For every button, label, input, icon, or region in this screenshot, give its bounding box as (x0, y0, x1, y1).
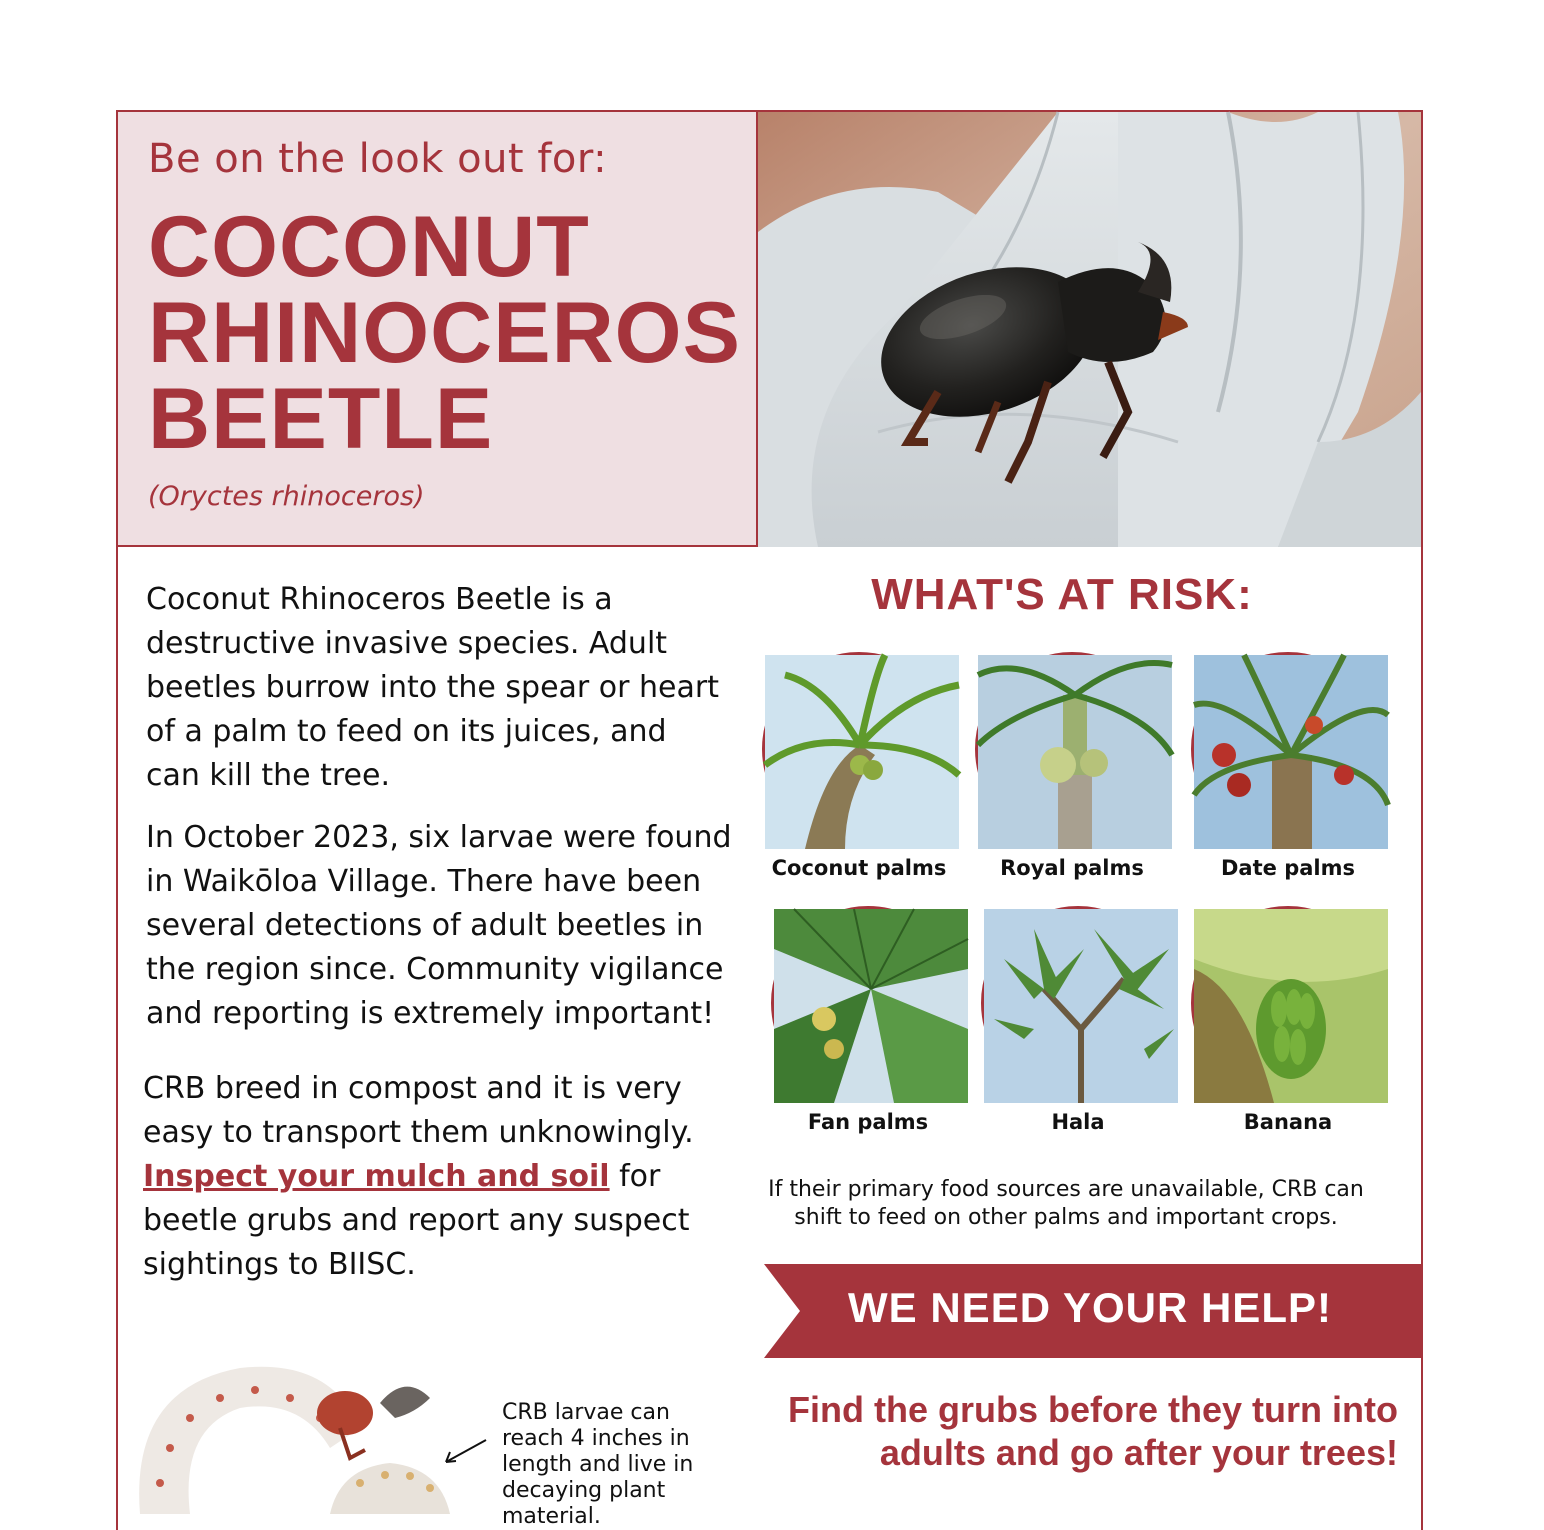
larvae-note: CRB larvae can reach 4 inches in length and live in decaying plant material. (502, 1400, 694, 1529)
fan-palm-photo (771, 906, 965, 1100)
intro-paragraph-2: In October 2023, six larvae were found in Waikōloa Village. There have been several detections of adult beetles in the region since. Community vigilance and reporting is extremely important! (146, 820, 732, 1031)
paragraph-3-end: for beetle grubs and report any suspect sightings to BIISC. (143, 1159, 690, 1282)
help-banner-text: WE NEED YOUR HELP! (848, 1284, 1332, 1331)
title-line-2: RHINOCEROS (148, 285, 741, 381)
plant-label: Hala (1051, 1110, 1105, 1134)
find-grubs-text: Find the grubs before they turn into adults and go after your trees! (788, 1389, 1398, 1473)
royal-palm-photo (975, 652, 1169, 846)
coconut-palm-photo (762, 652, 956, 846)
title-line-1: COCONUT (148, 199, 590, 295)
risk-title: WHAT'S AT RISK: (871, 570, 1253, 619)
plant-label: Fan palms (807, 1110, 929, 1134)
date-palm-photo (1191, 652, 1385, 846)
paragraph-3-start: CRB breed in compost and it is very easy to transport them unknowingly. (143, 1071, 694, 1150)
intro-paragraph-3 (143, 1067, 723, 1287)
header-title (148, 199, 741, 467)
plant-label: Coconut palms (771, 856, 947, 880)
plant-label: Banana (1243, 1110, 1333, 1134)
risk-note: If their primary food sources are unavailable, CRB can shift to feed on other palms and important crops. (768, 1177, 1364, 1230)
plant-fan-palms (768, 906, 968, 1134)
plant-coconut-palms (759, 652, 959, 880)
inspect-mulch-link[interactable]: Inspect your mulch and soil (143, 1159, 610, 1194)
hala-photo (981, 906, 1175, 1100)
plant-label: Date palms (1221, 856, 1355, 880)
plant-label: Royal palms (1000, 856, 1144, 880)
arrow-icon (440, 1436, 490, 1466)
plant-royal-palms (972, 652, 1172, 880)
plant-hala (978, 906, 1178, 1134)
header-subtitle: Be on the look out for: (148, 136, 608, 182)
banana-photo (1191, 906, 1385, 1100)
title-line-3: BEETLE (148, 371, 494, 467)
intro-paragraph-1: Coconut Rhinoceros Beetle is a destructive invasive species. Adult beetles burrow into the spear or heart of a palm to feed on its juices, and can kill the tree. (146, 582, 719, 793)
scientific-name: (Oryctes rhinoceros) (148, 481, 425, 512)
larvae-photo (130, 1358, 460, 1514)
plant-banana (1188, 906, 1388, 1134)
plant-date-palms (1188, 652, 1388, 880)
beetle-photo (758, 112, 1421, 547)
